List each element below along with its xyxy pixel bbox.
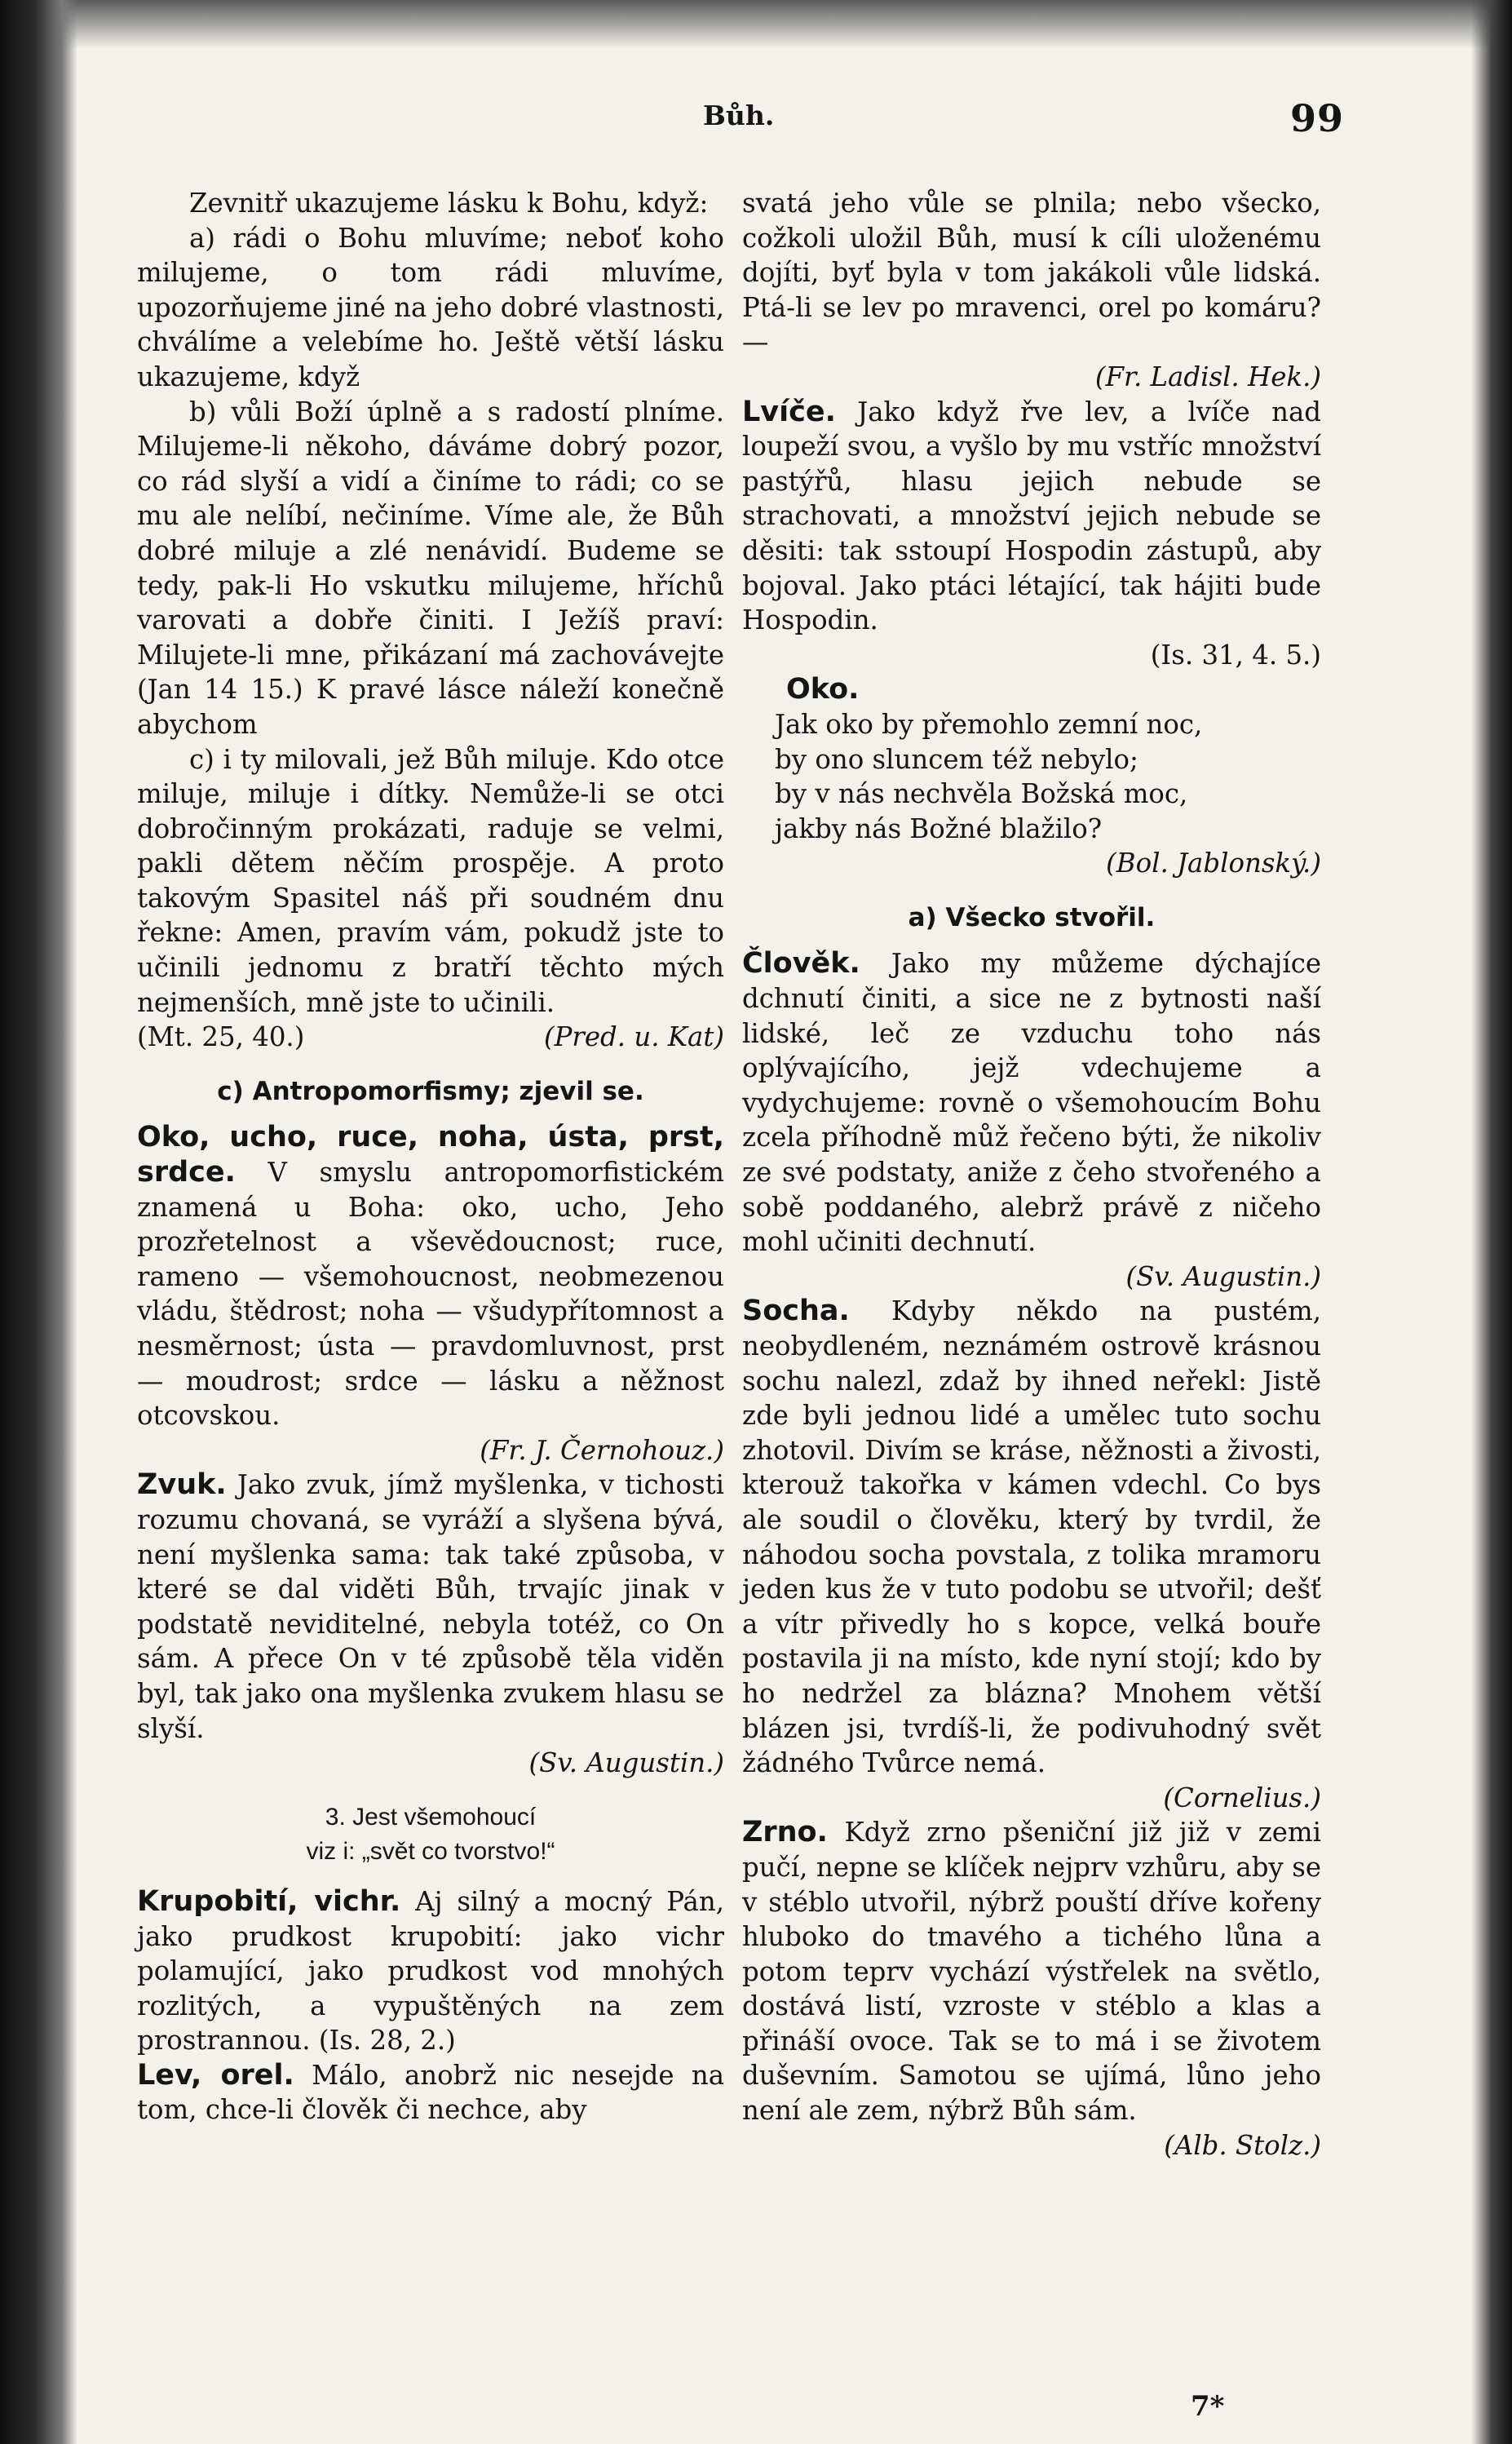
source-citation: (Bol. Jablonský.) — [1106, 848, 1321, 879]
source-citation: (Sv. Augustin.) — [528, 1747, 724, 1779]
source-citation: (Fr. Ladisl. Hek.) — [1094, 361, 1321, 392]
poem — [742, 707, 1321, 846]
paragraph-b: b) vůli Boží úplně a s radostí plníme. Milujeme-li někoho, dáváme dobrý pozor, co rád slyší a vidí a činíme to rádi; co se mu ale nelíbí, nečiníme. Víme ale, že Bůh dobré miluje a zlé nenávidí. Budeme se tedy, pak-li Ho vskutku milujeme, hříchů varovati a dobře činiti. I Ježíš praví: Milujete-li mne, přikázaní má zachovávejte (Jan 14 15.) K pravé lásce náleží konečně abychom — [137, 396, 724, 740]
entry-text: Kdyby někdo na pustém, neobydleném, neznámém ostrově krásnou sochu nalezl, zdaž by ihned neřekl: Jistě zde byli jednou lidé a umělec tuto sochu zhotovil. Divím se kráse, něžnosti a živosti, kterouž takořka v kámen vdechl. Co bys ale soudil o člověku, který by tvrdil, že náhodou socha povstala, z tolika mramoru jeden kus že v tuto podobu se utvořil; dešť a vítr přivedly ho s kopce, velká bouře postavila ji na místo, kde nyní stojí; kdo by ho nedržel za blázna? Mnohem větší blázen jsi, tvrdíš-li, že podivuhodný svět žádného Tvůrce nemá. — [742, 1295, 1321, 1779]
entry-socha — [742, 1294, 1321, 1780]
signature-mark: 7* — [1191, 2390, 1225, 2423]
section-heading-a: a) Všecko stvořil. — [908, 902, 1156, 932]
entry-keyword: Krupobití, vichr. — [137, 1884, 401, 1918]
poem-line: Jak oko by přemohlo zemní noc, — [775, 708, 1203, 740]
entry-keyword: Socha. — [742, 1295, 850, 1328]
paragraph-c-citation-line — [137, 1020, 724, 1055]
entry-keyword: Zvuk. — [137, 1468, 227, 1502]
right-column — [742, 186, 1321, 2163]
entry-lvice — [742, 395, 1321, 638]
subsection-heading: 3. Jest všemohoucí — [325, 1803, 537, 1831]
entry-clovek — [742, 946, 1321, 1259]
page-number: 99 — [1289, 96, 1344, 140]
entry-text: Jako zvuk, jímž myšlenka, v tichosti rozumu chovaná, se vyráží a slyšena bývá, není myšlenka sama: tak také způsoba, v které se dal viděti Bůh, trvajíc jinak v podstatě neviditelné, nebyla totéž, co On sám. A přece On v té způsobě těla viděn byl, tak jako ona myšlenka zvukem hlasu se slyší. — [137, 1469, 724, 1744]
source-citation: (Pred. u. Kat) — [543, 1021, 724, 1053]
left-column — [137, 186, 724, 2127]
entry-keyword: Lvíče. — [742, 395, 836, 428]
poem-line: jakby nás Božné blažilo? — [775, 812, 1103, 844]
running-head: Bůh. — [703, 100, 775, 131]
entry-text: Když zrno pšeniční již již v zemi pučí, nepne se klíček nejprv vzhůru, aby se v stéblo utvořil, nýbrž pouští dříve kořeny hluboko do tmavého a tichého lůna a potom teprv vychází výstřelek na světlo, dostává listí, vzroste v stéblo a klas a přináší ovoce. Tak se to má i se životem duševním. Samotou se ujímá, lůno jeho není ale zem, nýbrž Bůh sám. — [742, 1817, 1321, 2127]
entry-keyword: Lev, orel. — [137, 2058, 294, 2092]
entry-keyword: Oko, ucho, ruce, noha, ústa, prst, srdce. — [137, 1121, 724, 1189]
entry-keyword: Člověk. — [742, 947, 860, 981]
subsection-crossref: viz i: „svět co tvorstvo!“ — [306, 1838, 555, 1866]
source-citation: (Sv. Augustin.) — [1125, 1260, 1321, 1292]
poem-line: by ono sluncem též nebylo; — [775, 743, 1138, 775]
bible-ref: (Mt. 25, 40.) — [137, 1021, 305, 1053]
entry-text: Málo, anobrž nic nesejde na tom, chce-li člověk či nechce, aby — [137, 2059, 724, 2126]
scan-shadow-right — [1471, 0, 1512, 2444]
entry-zrno — [742, 1815, 1321, 2127]
scan-shadow-left — [0, 0, 77, 2444]
entry-keyword: Zrno. — [742, 1816, 828, 1849]
paragraph-a: a) rádi o Bohu mluvíme; neboť koho milujeme, o tom rádi mluvíme, upozorňujeme jiné na jeho dobré vlastnosti, chválíme a velebíme ho. Ještě větší lásku ukazujeme, když — [137, 222, 724, 392]
paragraph-c: c) i ty milovali, jež Bůh miluje. Kdo otce miluje, miluje i dítky. Nemůže-li se otci dobročinným prokázati, raduje se velmi, pakli dětem něčím prospěje. A proto takovým Spasitel náš při soudném dnu řekne: Amen, pravím vám, pokudž jste to učinili jednomu z bratří těchto mých nejmenších, mně jste to učinili. — [137, 743, 724, 1018]
entry-text: Aj silný a mocný Pán, jako prudkost krupobití: jako vichr polamující, jako prudkost vod mnohých rozlitých, a vypuštěných na zem prostrannou. (Is. 28, 2.) — [137, 1885, 725, 2057]
entry-text: Jako my můžeme dýchajíce dchnutí činiti, a sice ne z bytnosti naší lidské, leč ze vzduchu toho nás oplývajícího, jejž vdechujeme a vydychujeme: rovně o všemohoucím Bohu zcela příhodně můž řečeno býti, že nikoliv ze své podstaty, aniže z čeho stvořeného a sobě poddaného, alebrž právě z ničeho mohl učiniti dechnutí. — [742, 948, 1322, 1258]
entry-text: V smyslu antropomorfistickém znamená u Boha: oko, ucho, Jeho prozřetelnost a vševědoucnost; ruce, rameno — všemohoucnost, neobmezenou vládu, štědrost; noha — všudypřítomnost a nesměrnost; ústa — pravdomluvnost, prst — moudrost; srdce — lásku a něžnost otcovskou. — [137, 1157, 724, 1432]
bible-ref: (Is. 31, 4. 5.) — [1150, 639, 1321, 671]
poem-line: by v nás nechvěla Božská moc, — [775, 778, 1188, 810]
entry-oko — [137, 1120, 724, 1432]
scan-shadow-top — [0, 0, 1512, 49]
entry-lev-orel — [137, 2058, 724, 2127]
source-citation: (Fr. J. Černohouz.) — [480, 1434, 724, 1466]
poem-title: Oko. — [786, 673, 860, 706]
source-citation: (Alb. Stolz.) — [1164, 2129, 1321, 2161]
continued-text: svatá jeho vůle se plnila; nebo všecko, cožkoli uložil Bůh, musí k cíli uloženému dojíti, byť byla v tom jakákoli vůle lidská. Ptá-li se lev po mravenci, orel po komáru? — — [742, 188, 1321, 358]
entry-text: Jako když řve lev, a lvíče nad loupeží svou, a vyšlo by mu vstříc množství pastýřů, hlasu jejich nebude se strachovati, a množství jejich nebude se děsiti: tak sstoupí Hospodin zástupů, aby bojoval. Jako ptáci létající, tak hájiti bude Hospodin. — [742, 396, 1321, 636]
entry-krupobiti — [137, 1884, 724, 2058]
section-heading-c: c) Antropomorfismy; zjevil se. — [217, 1076, 644, 1106]
entry-zvuk — [137, 1468, 724, 1746]
paragraph-intro: Zevnitř ukazujeme lásku k Bohu, když: — [189, 188, 709, 219]
source-citation: (Cornelius.) — [1163, 1782, 1321, 1813]
